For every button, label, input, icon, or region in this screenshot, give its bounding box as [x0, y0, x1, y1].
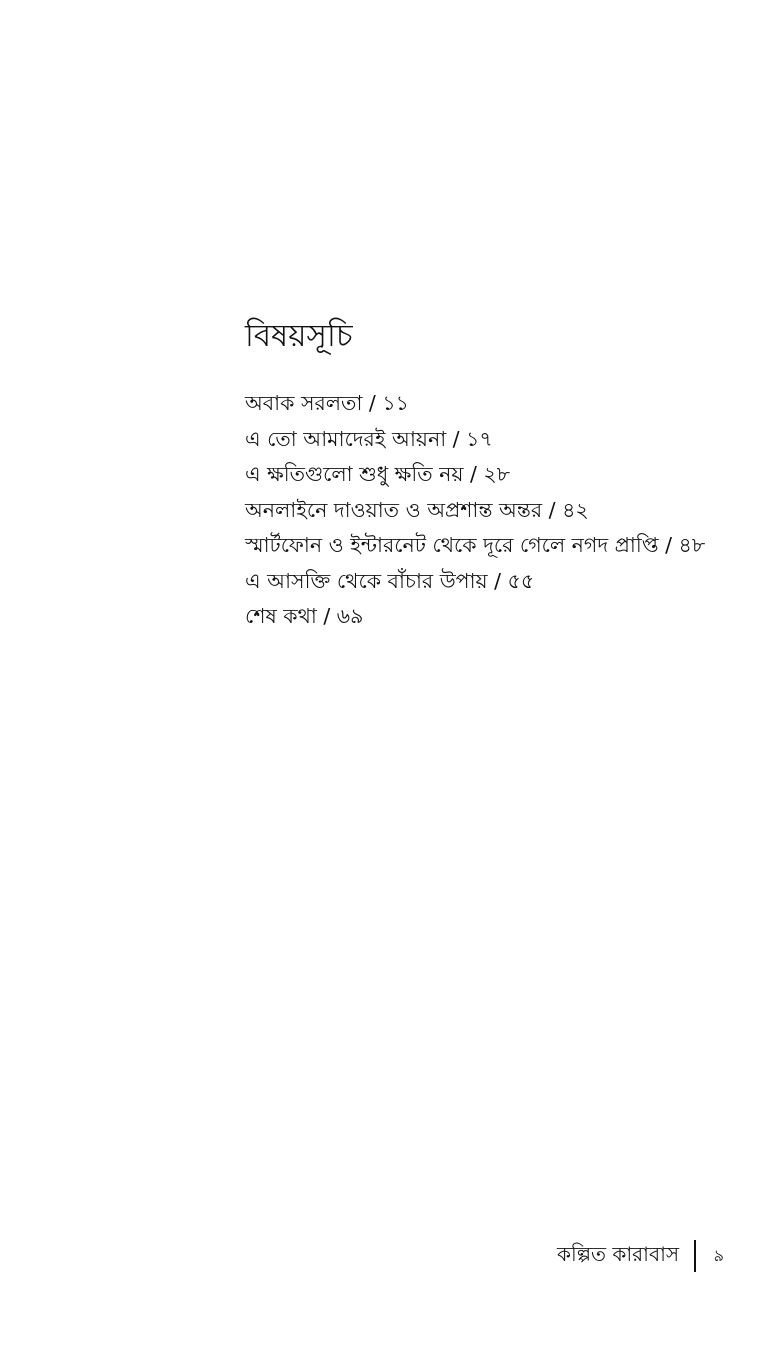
toc-heading: বিষয়সূচি — [245, 318, 353, 354]
running-book-title: কল্পিত কারাবাস — [557, 1241, 680, 1266]
footer-divider — [694, 1240, 696, 1272]
toc-entry: এ আসক্তি থেকে বাঁচার উপায় / ৫৫ — [245, 568, 535, 593]
toc-list — [245, 386, 745, 635]
page-footer — [557, 1238, 724, 1274]
toc-entry: অবাক সরলতা / ১১ — [245, 391, 409, 415]
page-number: ৯ — [713, 1245, 724, 1265]
table-of-contents — [245, 312, 745, 635]
toc-entry: অনলাইনে দাওয়াত ও অপ্রশান্ত অন্তর / ৪২ — [245, 497, 589, 522]
toc-entry: এ ক্ষতিগুলো শুধু ক্ষতি নয় / ২৮ — [245, 462, 511, 486]
toc-entry: শেষ কথা / ৬৯ — [245, 604, 364, 628]
toc-entry: এ তো আমাদেরই আয়না / ১৭ — [245, 426, 493, 451]
toc-entry: স্মার্টফোন ও ইন্টারনেট থেকে দূরে গেলে নগদ প্রাপ্তি / ৪৮ — [245, 533, 706, 557]
